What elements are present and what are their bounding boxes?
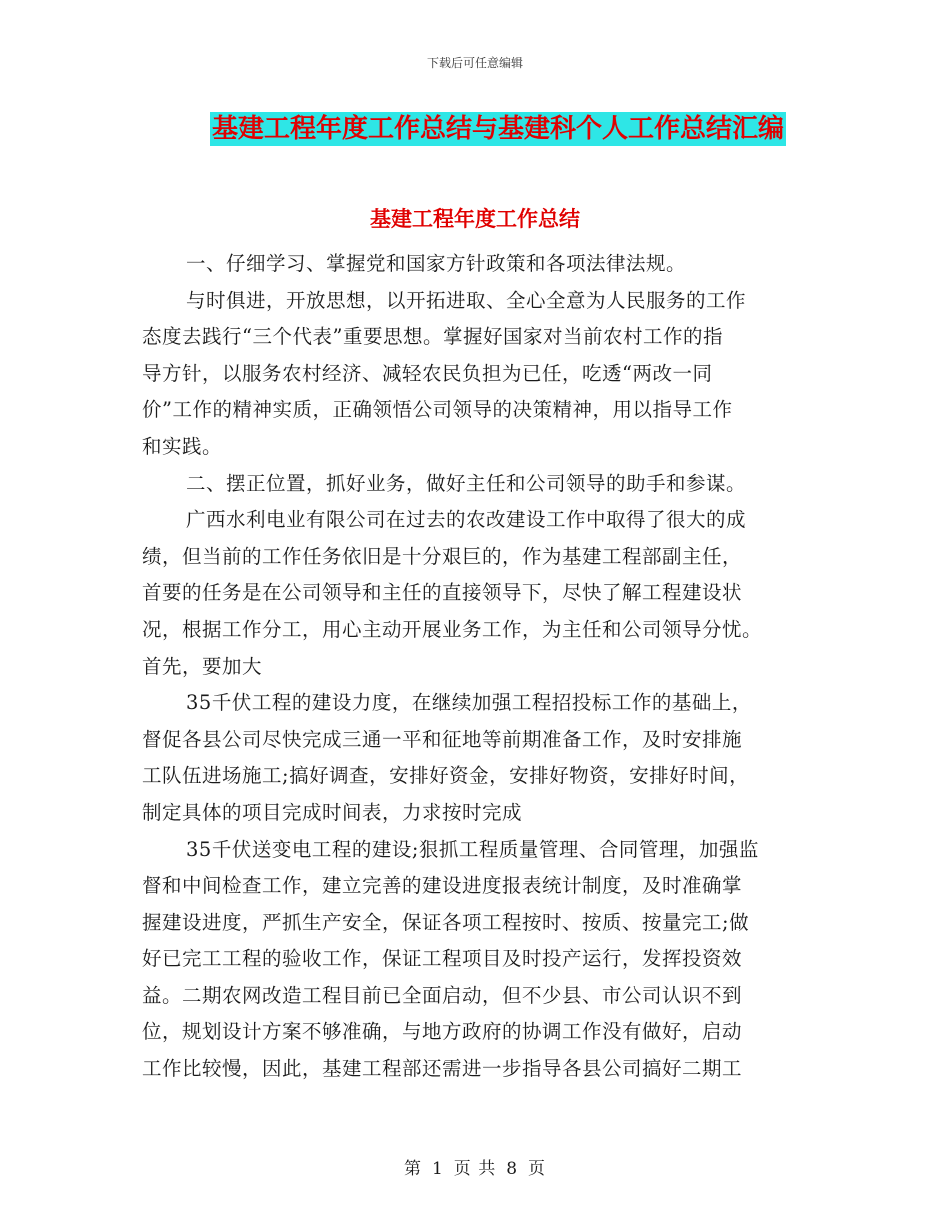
footer-page-number: 1 <box>431 1159 444 1179</box>
paragraph-line: 态度去践行“三个代表”重要思想。掌握好国家对当前农村工作的指 <box>142 325 723 349</box>
page-footer <box>0 1154 950 1179</box>
paragraph-line: 督和中间检查工作，建立完善的建设进度报表统计制度，及时准确掌 <box>142 874 743 898</box>
paragraph-line: 广西水利电业有限公司在过去的农改建设工作中取得了很大的成 <box>186 508 747 532</box>
footer-middle: 页 共 <box>453 1159 497 1179</box>
paragraph-line: 工作比较慢，因此，基建工程部还需进一步指导各县公司搞好二期工 <box>142 1057 743 1081</box>
paragraph-line: 一、仔细学习、掌握党和国家方针政策和各项法律法规。 <box>186 252 687 275</box>
paragraph-line: 35千伏送变电工程的建设;狠抓工程质量管理、合同管理，加强监 <box>186 837 759 861</box>
paragraph-line: 绩，但当前的工作任务依旧是十分艰巨的，作为基建工程部副主任， <box>142 544 743 568</box>
paragraph-line: 首先，要加大 <box>142 654 263 678</box>
paragraph-line: 二、摆正位置，抓好业务，做好主任和公司领导的助手和参谋。 <box>186 471 747 495</box>
paragraph-line: 况，根据工作分工，用心主动开展业务工作，为主任和公司领导分忧。 <box>142 617 763 641</box>
footer-suffix: 页 <box>528 1159 547 1179</box>
paragraph-line: 与时俱进，开放思想，以开拓进取、全心全意为人民服务的工作 <box>186 288 747 312</box>
paragraph-line: 督促各县公司尽快完成三通一平和征地等前期准备工作，及时安排施 <box>142 727 743 751</box>
paragraph-line: 好已完工工程的验收工作，保证工程项目及时投产运行，发挥投资效 <box>142 947 743 971</box>
paragraph-line: 握建设进度，严抓生产安全，保证各项工程按时、按质、按量完工;做 <box>142 910 750 934</box>
paragraph-line: 首要的任务是在公司领导和主任的直接领导下，尽快了解工程建设状 <box>142 581 743 605</box>
paragraph-line: 位，规划设计方案不够准确，与地方政府的协调工作没有做好，启动 <box>142 1020 743 1044</box>
main-title: 基建工程年度工作总结与基建科个人工作总结汇编 <box>211 114 784 144</box>
section-title: 基建工程年度工作总结 <box>370 207 580 231</box>
paragraph-line: 35千伏工程的建设力度，在继续加强工程招投标工作的基础上， <box>186 691 752 715</box>
paragraph-line: 益。二期农网改造工程目前已全面启动，但不少县、市公司认识不到 <box>142 983 743 1007</box>
paragraph-line: 制定具体的项目完成时间表，力求按时完成 <box>142 800 523 824</box>
header-note: 下载后可任意编辑 <box>426 56 523 70</box>
main-title-wrap <box>0 112 950 146</box>
footer-prefix: 第 <box>403 1159 422 1179</box>
paragraph-line: 价”工作的精神实质，正确领悟公司领导的决策精神，用以指导工作 <box>142 398 733 422</box>
paragraph-line: 和实践。 <box>142 434 223 458</box>
paragraph-line: 导方针，以服务农村经济、减轻农民负担为已任，吃透“两改一同 <box>142 361 713 385</box>
body-text <box>142 246 807 1088</box>
paragraph-line: 工队伍进场施工;搞好调查，安排好资金，安排好物资，安排好时间， <box>142 764 750 788</box>
footer-total-pages: 8 <box>506 1159 519 1179</box>
